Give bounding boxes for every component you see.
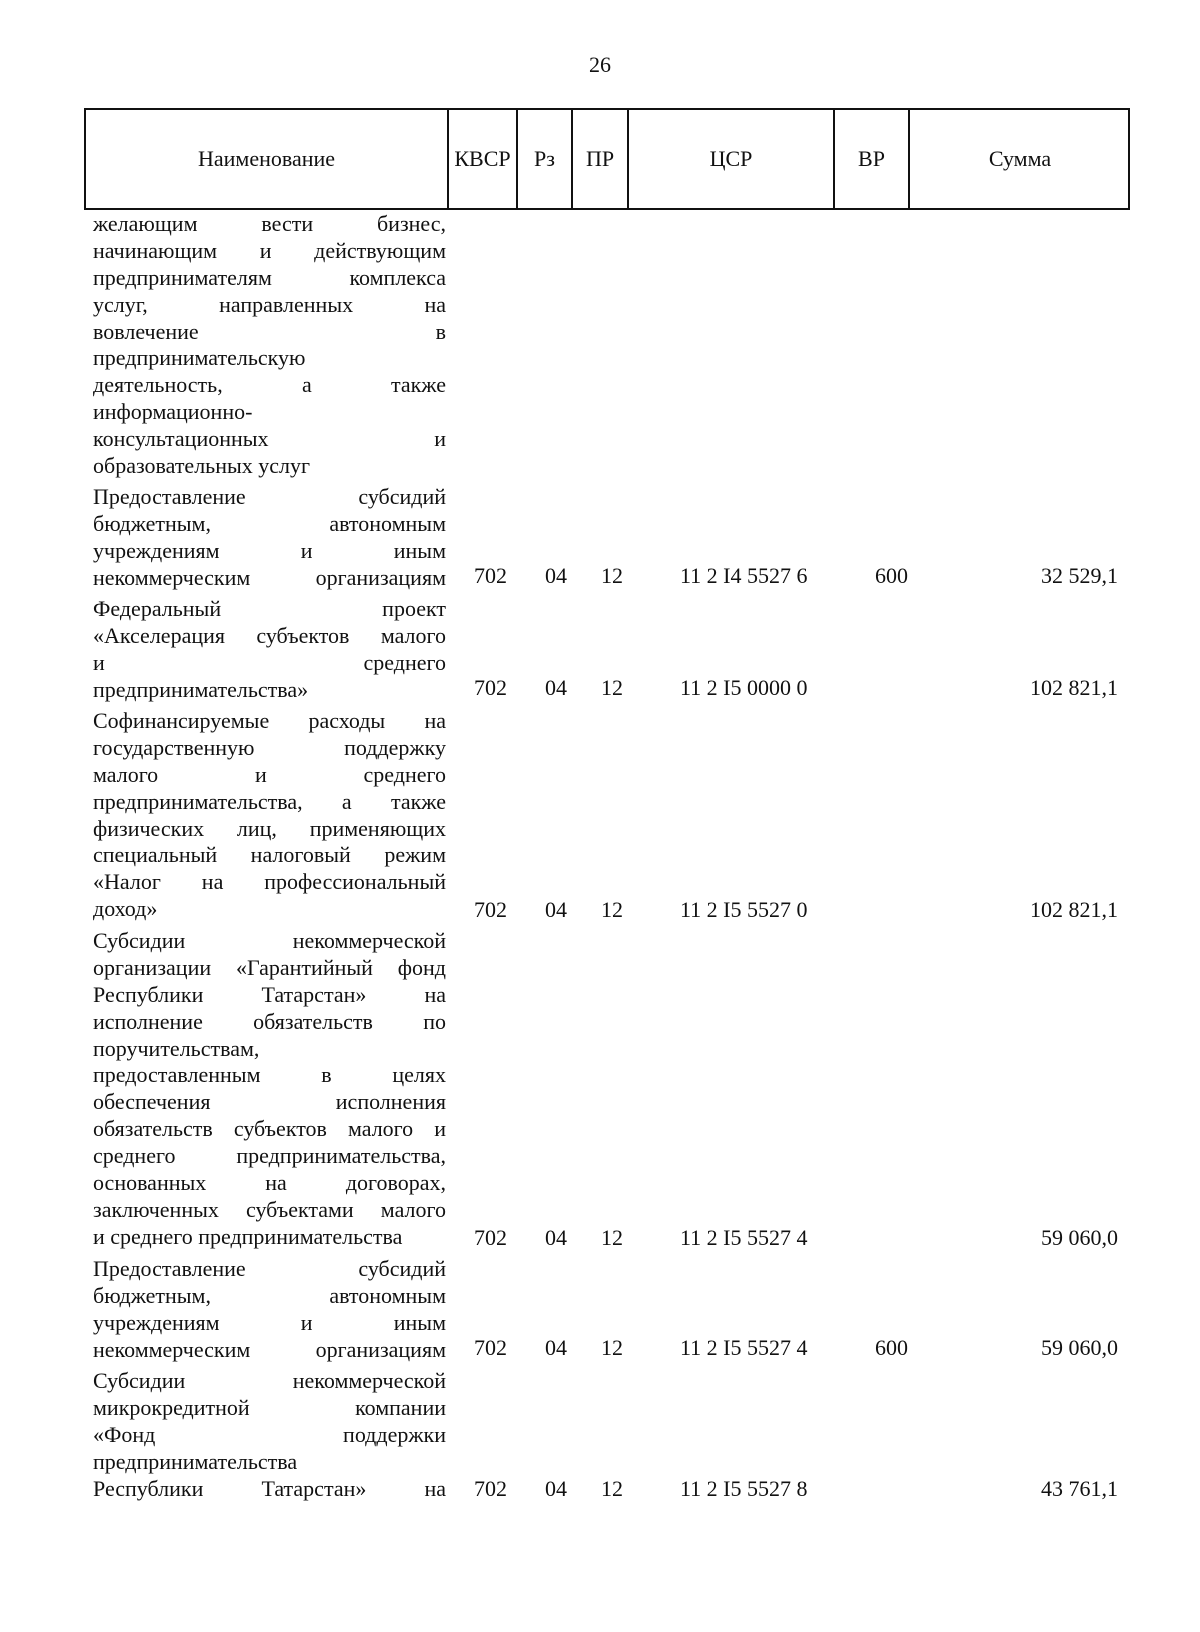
name-word: Предоставление: [93, 1256, 246, 1281]
name-word: обязательств: [253, 1008, 373, 1034]
name-line: [93, 708, 446, 735]
name-word: учреждениям: [93, 1309, 220, 1335]
name-word: учреждениям: [93, 537, 220, 563]
name-line: [93, 319, 446, 346]
name-line: [93, 211, 446, 238]
name-word: автономным: [329, 1282, 446, 1308]
name-word: консультационных: [93, 426, 269, 452]
name-word: Предоставление: [93, 484, 246, 509]
name-word: субсидий: [358, 484, 446, 509]
name-word: применяющих: [309, 815, 446, 841]
cell-sum: 59 060,0: [1041, 1225, 1118, 1250]
name-word: обеспечения: [93, 1089, 211, 1115]
name-word: специальный: [93, 842, 218, 868]
name-word: фонд: [397, 954, 446, 980]
cell-pr: 12: [601, 1476, 623, 1501]
cell-kvsr: 702: [474, 1225, 507, 1250]
name-word: заключенных: [93, 1196, 219, 1222]
cell-rz: 04: [545, 897, 567, 922]
cell-vr: 600: [875, 1335, 908, 1360]
name-word: поддержку: [344, 734, 446, 760]
name-word: деятельность,: [93, 372, 223, 398]
name-word: иным: [393, 1309, 446, 1335]
name-word: проект: [382, 596, 446, 621]
name-line: [93, 735, 446, 762]
name-word: исполнение: [93, 1008, 203, 1034]
name-word: бизнес,: [376, 211, 446, 236]
name-word: «Фонд: [93, 1421, 156, 1447]
name-word: поддержки: [343, 1421, 446, 1447]
name-line: [93, 789, 446, 816]
name-word: и: [300, 1309, 313, 1335]
cell-kvsr: 702: [474, 563, 507, 588]
name-word: вести: [261, 211, 314, 236]
name-word: расходы: [308, 708, 386, 733]
cell-csr: 11 2 I5 5527 0: [680, 897, 808, 922]
cell-csr: 11 2 I5 5527 8: [680, 1476, 808, 1501]
name-line: [93, 1310, 446, 1337]
row-name: [93, 1256, 446, 1364]
name-line: [93, 1009, 446, 1036]
name-word: и: [300, 537, 313, 563]
name-line: [93, 1337, 446, 1364]
name-line: информационно-: [93, 399, 253, 425]
name-line: [93, 292, 446, 319]
name-word: целях: [392, 1062, 446, 1088]
cell-csr: 11 2 I5 0000 0: [680, 675, 808, 700]
name-word: малого: [93, 761, 159, 787]
name-line: [93, 565, 446, 592]
name-word: начинающим: [93, 237, 218, 263]
name-word: вовлечение: [93, 318, 199, 344]
name-word: малого: [380, 622, 446, 648]
header-vr: ВР: [833, 110, 908, 208]
name-word: на: [424, 708, 446, 733]
cell-rz: 04: [545, 1335, 567, 1360]
name-word: действующим: [314, 237, 446, 263]
name-line: [93, 265, 446, 292]
cell-sum: 102 821,1: [1030, 897, 1118, 922]
row-name: [93, 1368, 446, 1502]
name-word: комплекса: [349, 264, 446, 290]
header-csr: ЦСР: [627, 110, 833, 208]
name-word: Республики: [93, 1475, 204, 1501]
name-word: государственную: [93, 734, 255, 760]
name-line: [93, 869, 446, 896]
name-line: предпринимательства: [93, 1448, 298, 1474]
name-word: малого: [347, 1116, 414, 1142]
name-word: «Налог: [93, 869, 161, 895]
row-name: [93, 708, 446, 923]
cell-pr: 12: [601, 897, 623, 922]
name-word: исполнения: [335, 1089, 446, 1115]
cell-csr: 11 2 I4 5527 6: [680, 563, 808, 588]
name-word: также: [390, 788, 446, 814]
cell-pr: 12: [601, 1335, 623, 1360]
name-line: [93, 1476, 446, 1503]
name-line: [93, 1062, 446, 1089]
name-line: [93, 1143, 446, 1170]
name-word: субъектов: [233, 1116, 327, 1142]
name-line: [93, 1256, 446, 1283]
name-line: и среднего предпринимательства: [93, 1223, 403, 1249]
name-word: Субсидии: [93, 1368, 186, 1393]
name-line: [93, 1089, 446, 1116]
header-pr: ПР: [571, 110, 627, 208]
header-rz: Рз: [516, 110, 571, 208]
cell-kvsr: 702: [474, 897, 507, 922]
name-line: [93, 982, 446, 1009]
name-line: [93, 1395, 446, 1422]
name-word: основанных: [93, 1170, 207, 1196]
name-word: субъектов: [256, 622, 350, 648]
name-line: [93, 650, 446, 677]
name-word: налоговый: [250, 842, 351, 868]
cell-sum: 102 821,1: [1030, 675, 1118, 700]
name-word: «Гарантийный: [235, 954, 373, 980]
name-word: договорах,: [345, 1170, 446, 1196]
cell-csr: 11 2 I5 5527 4: [680, 1225, 808, 1250]
cell-pr: 12: [601, 675, 623, 700]
name-line: [93, 842, 446, 869]
name-word: а: [341, 788, 352, 814]
name-word: субъектами: [245, 1196, 354, 1222]
name-word: также: [390, 372, 446, 398]
name-word: а: [301, 372, 312, 398]
name-word: предпринимательства,: [236, 1143, 446, 1169]
name-line: [93, 1283, 446, 1310]
row-name: [93, 928, 446, 1251]
name-word: некоммерческой: [292, 1368, 446, 1393]
name-line: [93, 238, 446, 265]
name-word: в: [435, 318, 446, 344]
name-line: [93, 762, 446, 789]
name-word: субсидий: [358, 1256, 446, 1281]
name-word: Татарстан»: [261, 1475, 367, 1501]
row-name: [93, 484, 446, 592]
name-word: микрокредитной: [93, 1394, 250, 1420]
name-word: организациям: [315, 1336, 446, 1362]
name-line: [93, 1197, 446, 1224]
cell-csr: 11 2 I5 5527 4: [680, 1335, 808, 1360]
name-word: организации: [93, 954, 212, 980]
name-word: обязательств: [93, 1116, 213, 1142]
name-word: услуг,: [93, 291, 148, 317]
name-word: физических: [93, 815, 205, 841]
header-sum: Сумма: [908, 110, 1130, 208]
name-line: [93, 1170, 446, 1197]
name-line: [93, 1368, 446, 1395]
name-word: на: [424, 1475, 446, 1501]
name-word: и: [93, 649, 105, 675]
name-word: предпринимателям: [93, 264, 272, 290]
name-word: направленных: [219, 291, 354, 317]
name-word: на: [424, 981, 446, 1007]
name-line: [93, 511, 446, 538]
name-word: некоммерческим: [93, 564, 251, 590]
cell-sum: 59 060,0: [1041, 1335, 1118, 1360]
name-word: среднего: [93, 1143, 176, 1169]
cell-kvsr: 702: [474, 1335, 507, 1360]
cell-sum: 32 529,1: [1041, 563, 1118, 588]
name-word: на: [265, 1170, 287, 1196]
cell-sum: 43 761,1: [1041, 1476, 1118, 1501]
name-line: [93, 538, 446, 565]
name-word: в: [321, 1062, 332, 1088]
name-word: автономным: [329, 510, 446, 536]
name-word: среднего: [363, 761, 446, 787]
name-line: [93, 928, 446, 955]
cell-rz: 04: [545, 563, 567, 588]
name-word: и: [259, 237, 272, 263]
row-name: [93, 596, 446, 704]
name-word: режим: [384, 842, 446, 868]
name-word: на: [201, 869, 224, 895]
name-line: поручительствам,: [93, 1035, 260, 1061]
name-line: [93, 596, 446, 623]
name-line: [93, 484, 446, 511]
cell-vr: 600: [875, 563, 908, 588]
name-line: предпринимательства»: [93, 676, 309, 702]
name-word: Субсидии: [93, 928, 186, 953]
name-line: [93, 372, 446, 399]
name-word: среднего: [363, 649, 446, 675]
name-word: иным: [393, 537, 446, 563]
name-word: и: [254, 761, 267, 787]
cell-rz: 04: [545, 1476, 567, 1501]
table-header: [84, 108, 1130, 210]
row-name: [93, 211, 446, 480]
cell-kvsr: 702: [474, 1476, 507, 1501]
cell-pr: 12: [601, 1225, 623, 1250]
name-word: и: [434, 1116, 446, 1142]
header-name: Наименование: [197, 146, 336, 171]
name-word: Федеральный: [93, 596, 222, 621]
name-line: [93, 1116, 446, 1143]
name-word: профессиональный: [264, 869, 446, 895]
name-word: на: [424, 291, 446, 317]
name-word: Татарстан»: [261, 981, 367, 1007]
name-word: малого: [380, 1196, 446, 1222]
name-line: предпринимательскую: [93, 345, 306, 371]
name-word: «Акселерация: [93, 622, 225, 648]
cell-rz: 04: [545, 1225, 567, 1250]
cell-pr: 12: [601, 563, 623, 588]
name-word: Софинансируемые: [93, 708, 270, 733]
name-word: некоммерческим: [93, 1336, 251, 1362]
name-line: [93, 623, 446, 650]
name-word: некоммерческой: [292, 928, 446, 953]
name-line: [93, 816, 446, 843]
page-number: 26: [589, 52, 611, 77]
name-word: и: [434, 426, 446, 452]
name-word: предпринимательства,: [93, 788, 303, 814]
cell-rz: 04: [545, 675, 567, 700]
name-word: организациям: [315, 564, 446, 590]
name-word: по: [423, 1008, 446, 1034]
name-word: предоставленным: [93, 1062, 261, 1088]
name-word: бюджетным,: [93, 1282, 211, 1308]
name-word: желающим: [93, 211, 198, 236]
name-word: Республики: [93, 981, 204, 1007]
name-line: [93, 955, 446, 982]
cell-kvsr: 702: [474, 675, 507, 700]
name-line: [93, 1422, 446, 1449]
name-word: компании: [355, 1394, 446, 1420]
name-line: доход»: [93, 896, 158, 922]
name-word: бюджетным,: [93, 510, 211, 536]
name-word: лиц,: [236, 815, 277, 841]
name-line: [93, 426, 446, 453]
name-line: образовательных услуг: [93, 453, 311, 479]
header-kvsr: КВСР: [447, 110, 516, 208]
